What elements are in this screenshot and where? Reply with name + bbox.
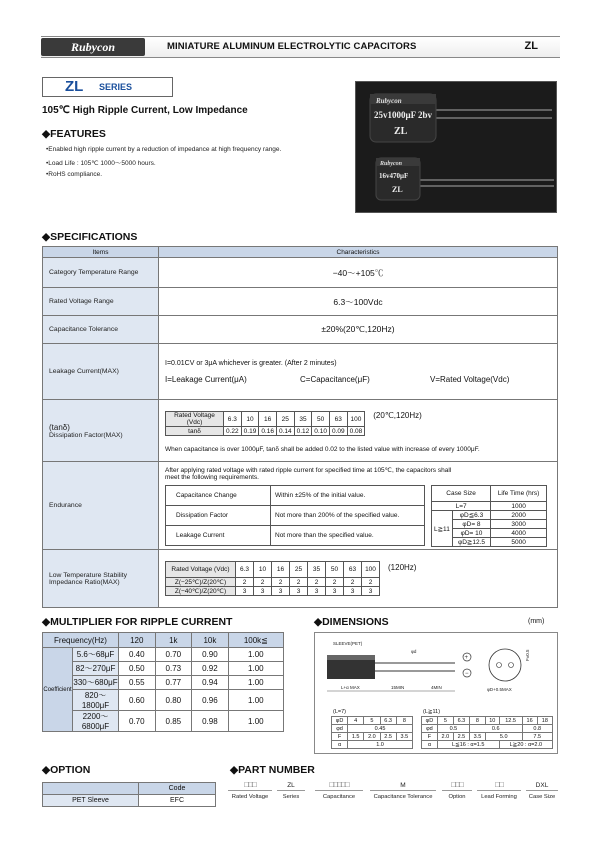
dim-pitch: F±0.5: [525, 649, 530, 661]
df-note: When capacitance is over 1000μF, tanδ shall be added 0.02 to the listed value with increase of every 1000μF.: [165, 446, 480, 453]
df-val: 0.09: [329, 427, 347, 436]
mult-val: 0.77: [155, 676, 192, 690]
part-caption: Option: [448, 794, 466, 800]
mult-val: 0.98: [192, 711, 229, 732]
page-subtitle: 105℃ High Ripple Current, Low Impedance: [42, 105, 248, 116]
t2-cell: L≦16 : α=1.5: [437, 741, 499, 749]
minus-icon: −: [465, 671, 469, 677]
part-segment: [526, 780, 558, 800]
mult-val: 0.94: [192, 676, 229, 690]
df-v: 35: [294, 412, 312, 427]
t2-cell: φD: [422, 717, 438, 725]
series-suffix: SERIES: [99, 82, 133, 92]
dim-table1-caption: (L=7): [333, 709, 346, 715]
mult-val: 0.55: [119, 676, 156, 690]
df-cell: [159, 400, 558, 462]
lt-val: 3: [290, 587, 308, 596]
multiplier-table: [42, 632, 284, 732]
df-v: 100: [347, 412, 365, 427]
lt-val: 2: [290, 578, 308, 587]
spec-label: Rated Voltage Range: [43, 288, 159, 316]
df-label-cell: [43, 400, 159, 462]
endurance-cell: [159, 462, 558, 550]
part-caption: Capacitance: [322, 794, 356, 800]
t2-cell: 3.5: [469, 733, 485, 741]
lt-v: 63: [344, 562, 362, 578]
t1-cell: 2.0: [364, 733, 380, 741]
dim-table2-caption: (L≧11): [423, 709, 441, 715]
t1-cell: 6.3: [380, 717, 396, 725]
t1-cell: φd: [332, 725, 348, 733]
part-segment: [315, 780, 363, 800]
freq: 100k≦: [228, 633, 283, 648]
end-item: Leakage Current: [166, 526, 271, 546]
photo-top-print: 25v1000μF 2bv: [374, 110, 433, 120]
dim-dmax: φD+0.5MAX: [487, 687, 512, 692]
mult-val: 0.70: [155, 648, 192, 662]
life-size: φD= 8: [452, 520, 490, 529]
page-header: [41, 36, 560, 58]
t2-cell: F: [422, 733, 438, 741]
part-caption: Lead Forming: [481, 794, 517, 800]
mult-val: 1.00: [228, 711, 283, 732]
mult-val: 0.70: [119, 711, 156, 732]
dim-4min: 4MIN: [431, 685, 442, 690]
spec-value: 6.3〜100Vdc: [159, 288, 558, 316]
part-caption: Capacitance Tolerance: [373, 794, 433, 800]
t1-cell: 1.0: [348, 741, 413, 749]
lt-val: 2: [236, 578, 254, 587]
features-heading: ◆FEATURES: [42, 128, 106, 140]
lt-v: 6.3: [236, 562, 254, 578]
part-box: □□: [495, 780, 503, 789]
mult-val: 1.00: [228, 648, 283, 662]
dim-sleeve: SLEEVE(PET): [333, 641, 363, 646]
option-heading: ◆OPTION: [42, 764, 91, 776]
lt-v: 25: [290, 562, 308, 578]
t1-cell: 8: [396, 717, 412, 725]
t2-cell: 12.5: [499, 717, 522, 725]
df-val: 0.16: [259, 427, 277, 436]
leak-c: C=Capacitance(μF): [300, 374, 370, 384]
lt-val: 2: [272, 578, 290, 587]
mult-val: 0.40: [119, 648, 156, 662]
t2-cell: 7.5: [522, 733, 552, 741]
t1-cell: 0.45: [348, 725, 413, 733]
df-table: [165, 411, 365, 436]
life-time: 4000: [491, 529, 547, 538]
lt-v: 10: [254, 562, 272, 578]
t1-cell: α: [332, 741, 348, 749]
spec-value: ±20%(20℃,120Hz): [159, 316, 558, 344]
dimensions-box: [314, 632, 558, 754]
spec-label: Leakage Current(MAX): [43, 344, 159, 400]
life-time: 3000: [491, 520, 547, 529]
spec-label: Low Temperature Stability Impedance Ratio(MAX): [43, 550, 159, 608]
t2-cell: 0.5: [437, 725, 469, 733]
part-box: □□□: [451, 780, 463, 789]
part-code: [315, 780, 363, 791]
spec-label: Endurance: [43, 462, 159, 550]
lt-val: 3: [362, 587, 380, 596]
leakage-legend: [165, 375, 551, 384]
mult-val: 0.80: [155, 690, 192, 711]
part-segment: [442, 780, 472, 800]
dimensions-unit: (mm): [528, 618, 545, 625]
t2-cell: α: [422, 741, 438, 749]
lowtemp-cell: [159, 550, 558, 608]
df-val: 0.12: [294, 427, 312, 436]
mult-cap: 5.6〜68μF: [73, 648, 119, 662]
mult-cap: 820〜1800μF: [73, 690, 119, 711]
df-val: 0.14: [276, 427, 294, 436]
lt-val: 3: [326, 587, 344, 596]
product-photo: [355, 81, 557, 213]
part-segment: [370, 780, 436, 800]
lt-val: 3: [344, 587, 362, 596]
mult-cap: 82〜270μF: [73, 662, 119, 676]
lt-condition: (120Hz): [388, 563, 417, 572]
t1-cell: F: [332, 733, 348, 741]
life-hdr-size: Case Size: [432, 486, 491, 502]
life-time: 5000: [491, 538, 547, 547]
df-v: 16: [259, 412, 277, 427]
feature-item: •Enabled high ripple current by a reduction of impedance at high frequency range.: [46, 146, 282, 153]
lt-val: 3: [254, 587, 272, 596]
t2-cell: 18: [537, 717, 552, 725]
header-title: MINIATURE ALUMINUM ELECTROLYTIC CAPACITORS: [167, 41, 417, 52]
end-item: Dissipation Factor: [166, 506, 271, 526]
df-val: 0.08: [347, 427, 365, 436]
part-code: ZL: [277, 780, 305, 791]
lt-row-label: Z(−25℃)/Z(20℃): [166, 578, 236, 587]
specifications-heading: ◆SPECIFICATIONS: [42, 231, 138, 243]
lt-val: 2: [344, 578, 362, 587]
lt-v: 35: [308, 562, 326, 578]
df-val: 0.22: [224, 427, 242, 436]
df-val: 0.19: [241, 427, 259, 436]
plus-icon: +: [464, 655, 469, 661]
coef-label: Coefficient: [43, 648, 73, 732]
t1-cell: 4: [348, 717, 364, 725]
header-series-code: ZL: [524, 40, 538, 52]
t2-cell: 0.8: [522, 725, 552, 733]
feature-item: •RoHS compliance.: [46, 171, 103, 178]
mult-val: 1.00: [228, 690, 283, 711]
life-size: L=7: [432, 502, 491, 511]
spec-label: Category Temperature Range: [43, 258, 159, 288]
t2-cell: 16: [522, 717, 537, 725]
lt-val: 2: [362, 578, 380, 587]
t2-cell: 8: [469, 717, 485, 725]
t2-cell: 2.0: [437, 733, 453, 741]
life-table: [431, 485, 547, 547]
end-criterion: Within ±25% of the initial value.: [271, 486, 425, 506]
lt-hdr: Rated Voltage (Vdc): [166, 562, 236, 578]
mult-val: 0.92: [192, 662, 229, 676]
endurance-text: After applying rated voltage with rated ripple current for specified time at 105℃, the capacitors shall meet the following requirements.: [165, 467, 452, 481]
t1-cell: φD: [332, 717, 348, 725]
part-segment: [477, 780, 521, 800]
mult-val: 0.73: [155, 662, 192, 676]
df-condition: (20℃,120Hz): [373, 411, 422, 420]
mult-val: 1.00: [228, 676, 283, 690]
part-code: M: [370, 780, 436, 791]
col-items: Items: [43, 247, 159, 258]
multiplier-heading: ◆MULTIPLIER FOR RIPPLE CURRENT: [42, 616, 233, 628]
spec-label: Capacitance Tolerance: [43, 316, 159, 344]
part-box: □□□□□: [329, 780, 349, 789]
part-code: DXL: [526, 780, 558, 791]
option-row-code: EFC: [139, 795, 216, 807]
leakage-formula: I=0.01CV or 3μA whichever is greater. (After 2 minutes): [165, 359, 337, 367]
part-caption: Case Size: [528, 794, 556, 800]
dimensions-heading: ◆DIMENSIONS: [314, 616, 389, 628]
mult-val: 0.90: [192, 648, 229, 662]
t2-cell: φd: [422, 725, 438, 733]
dim-table-l7: [331, 716, 413, 749]
lt-val: 3: [236, 587, 254, 596]
t2-cell: 2.5: [453, 733, 469, 741]
life-size: φD≧12.5: [452, 538, 490, 547]
life-time: 1000: [491, 502, 547, 511]
dim-15min: 15MIN: [391, 685, 405, 690]
dim-lmax: L+α MAX: [341, 685, 360, 690]
endurance-table: [165, 485, 425, 546]
freq: 10k: [192, 633, 229, 648]
mult-val: 0.50: [119, 662, 156, 676]
series-badge: [42, 77, 173, 97]
freq-label: Frequency(Hz): [43, 633, 119, 648]
t2-cell: 5.0: [485, 733, 522, 741]
mult-val: 0.60: [119, 690, 156, 711]
t1-cell: 2.5: [380, 733, 396, 741]
lt-row-label: Z(−40℃)/Z(20℃): [166, 587, 236, 596]
specifications-table: [42, 246, 558, 608]
option-table: [42, 782, 216, 807]
lt-v: 100: [362, 562, 380, 578]
leak-i: I=Leakage Current(μA): [165, 374, 247, 384]
feature-item: •Load Life : 105℃ 1000〜5000 hours.: [46, 160, 156, 167]
lt-v: 16: [272, 562, 290, 578]
t2-cell: 6.3: [453, 717, 469, 725]
part-caption: Rated Voltage: [231, 794, 269, 800]
df-hdr: Rated Voltage (Vdc): [166, 412, 224, 427]
part-segment: [228, 780, 272, 800]
photo-brand-text: Rubycon: [376, 97, 402, 105]
t2-cell: 5: [437, 717, 453, 725]
freq: 1k: [155, 633, 192, 648]
end-item: Capacitance Change: [166, 486, 271, 506]
lt-val: 2: [308, 578, 326, 587]
t2-cell: 10: [485, 717, 499, 725]
dimension-drawing: [315, 633, 557, 705]
leak-v: V=Rated Voltage(Vdc): [430, 374, 510, 384]
mult-cap: 2200〜6800μF: [73, 711, 119, 732]
life-group: L≧11: [432, 511, 453, 547]
part-caption: Series: [282, 794, 300, 800]
df-label-sym: (tanδ): [49, 422, 70, 432]
df-v: 10: [241, 412, 259, 427]
part-code: [228, 780, 272, 791]
t1-cell: 5: [364, 717, 380, 725]
mult-val: 0.96: [192, 690, 229, 711]
df-v: 6.3: [224, 412, 242, 427]
t1-cell: 3.5: [396, 733, 412, 741]
option-row-label: PET Sleeve: [43, 795, 139, 807]
end-criterion: Not more than 200% of the specified value.: [271, 506, 425, 526]
life-size: φD= 10: [452, 529, 490, 538]
leakage-cell: [159, 344, 558, 400]
df-val: 0.10: [312, 427, 330, 436]
part-code: [477, 780, 521, 791]
part-box: □□□: [244, 780, 256, 789]
end-criterion: Not more than the specified value.: [271, 526, 425, 546]
photo-top-series: ZL: [394, 126, 408, 137]
brand-logo: Rubycon: [41, 38, 145, 56]
capacitor-illustration: [356, 82, 556, 212]
life-size: φD≦6.3: [452, 511, 490, 520]
spec-value: −40〜+105℃: [159, 258, 558, 288]
df-v: 50: [312, 412, 330, 427]
col-characteristics: Characteristics: [159, 247, 558, 258]
t2-cell: L≧20 : α=2.0: [499, 741, 552, 749]
option-code-hdr: Code: [139, 783, 216, 795]
lt-val: 2: [254, 578, 272, 587]
part-number-heading: ◆PART NUMBER: [230, 764, 315, 776]
df-v: 25: [276, 412, 294, 427]
lowtemp-table: [165, 561, 380, 596]
part-code: [442, 780, 472, 791]
df-row-label: tanδ: [166, 427, 224, 436]
photo-bottom-print: 16v470μF: [379, 172, 409, 180]
df-label: Dissipation Factor(MAX): [49, 431, 123, 439]
life-hdr-time: Life Time (hrs): [491, 486, 547, 502]
series-name: ZL: [65, 78, 84, 95]
t1-cell: 1.5: [348, 733, 364, 741]
dim-phid: φd: [411, 649, 417, 654]
part-segment: [277, 780, 305, 800]
photo-bottom-series: ZL: [392, 185, 403, 194]
dim-table-l11: [421, 716, 553, 749]
photo-brand-text: Rubycon: [380, 161, 403, 167]
life-time: 2000: [491, 511, 547, 520]
lt-v: 50: [326, 562, 344, 578]
mult-val: 1.00: [228, 662, 283, 676]
lt-val: 3: [308, 587, 326, 596]
df-v: 63: [329, 412, 347, 427]
lt-val: 2: [326, 578, 344, 587]
mult-val: 0.85: [155, 711, 192, 732]
mult-cap: 330〜680μF: [73, 676, 119, 690]
freq: 120: [119, 633, 156, 648]
t2-cell: 0.6: [469, 725, 522, 733]
lt-val: 3: [272, 587, 290, 596]
